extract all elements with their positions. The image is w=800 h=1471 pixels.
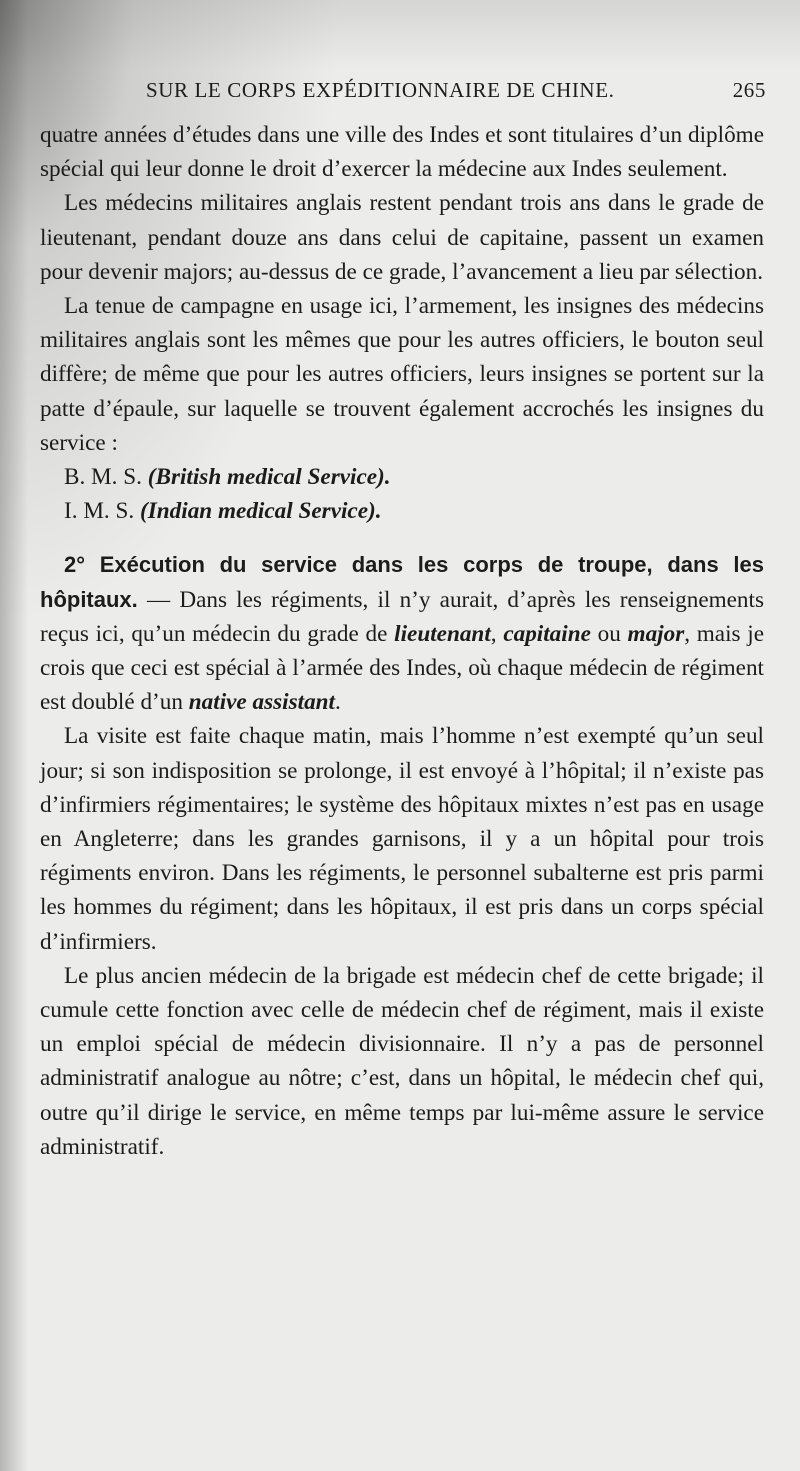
body-text [40, 118, 764, 1164]
p4-text-a: — Dans les régiments, il n’y aurait, d’après les renseignements reçus ici, qu’un médecin du grade de [40, 586, 764, 647]
p4-text-d: , mais je crois que ceci est spécial à l’armée des Indes, où chaque médecin de régiment est doublé d’un [40, 620, 765, 716]
paragraph-1: quatre années d’études dans une ville des Indes et sont titulaires d’un diplôme spécial qui leur donne le droit d’exercer la médecine aux Indes seulement. [40, 122, 764, 183]
p4-text-b: , [490, 620, 504, 647]
paragraph-5: La visite est faite chaque matin, mais l’homme n’est exempté qu’un seul jour; si son indisposition se prolonge, il est envoyé à l’hôpital; il n’existe pas d’infirmiers régimentaires; le système des hôpitaux mixtes n’est pas en usage en Angleterre; dans les grandes garnisons, il y a un hôpital pour trois régiments environ. Dans les régiments, le personnel subalterne est pris parmi les hommes du régiment; dans les hôpitaux, il est pris dans un corps spécial d’infirmiers. [40, 723, 764, 955]
section-heading: 2° Exécution du service dans les corps de troupe, dans les hôpitaux. [40, 552, 764, 612]
abbreviation-ims-code: I. M. S. [64, 498, 135, 525]
abbreviation-bms-code: B. M. S. [64, 464, 142, 491]
p4-text-c: ou [590, 620, 628, 647]
p4-italic-major: major [627, 620, 685, 647]
p4-italic-capitaine: capitaine [503, 620, 591, 647]
paragraph-2: Les médecins militaires anglais restent pendant trois ans dans le grade de lieutenant, pendant douze ans dans celui de capitaine, passent un examen pour devenir majors; au-dessus de ce grade, l’avancement a lieu par sélection. [40, 190, 764, 285]
abbreviation-bms-name: (British medical Service). [147, 464, 391, 491]
paragraph-6: Le plus ancien médecin de la brigade est médecin chef de cette brigade; il cumule cette fonction avec celle de médecin chef de régiment, mais il existe un emploi spécial de médecin divisionnaire. Il n’y a pas de personnel administratif analogue au nôtre; c’est, dans un hôpital, le médecin chef qui, outre qu’il dirige le service, en même temps par lui-même assure le service administratif. [40, 962, 764, 1160]
paragraph-3: La tenue de campagne en usage ici, l’armement, les insignes des médecins militaires anglais sont les mêmes que pour les autres officiers, le bouton seul diffère; de même que pour les autres officiers, leurs insignes se portent sur la patte d’épaule, sur laquelle se trouvent également accrochés les insignes du service : [40, 293, 764, 456]
p4-italic-native-assistant: native assistant [188, 689, 336, 716]
page-number: 265 [732, 78, 766, 102]
abbreviation-ims-name: (Indian medical Service). [140, 498, 382, 525]
paragraph-4 [40, 548, 764, 719]
p4-text-e: . [335, 689, 341, 716]
abbreviation-bms [64, 460, 764, 494]
abbreviation-ims [64, 494, 764, 528]
running-head-title: SUR LE CORPS EXPÉDITIONNAIRE DE CHINE. [146, 78, 615, 102]
p4-italic-lieutenant: lieutenant [394, 620, 491, 647]
running-head [146, 78, 766, 108]
